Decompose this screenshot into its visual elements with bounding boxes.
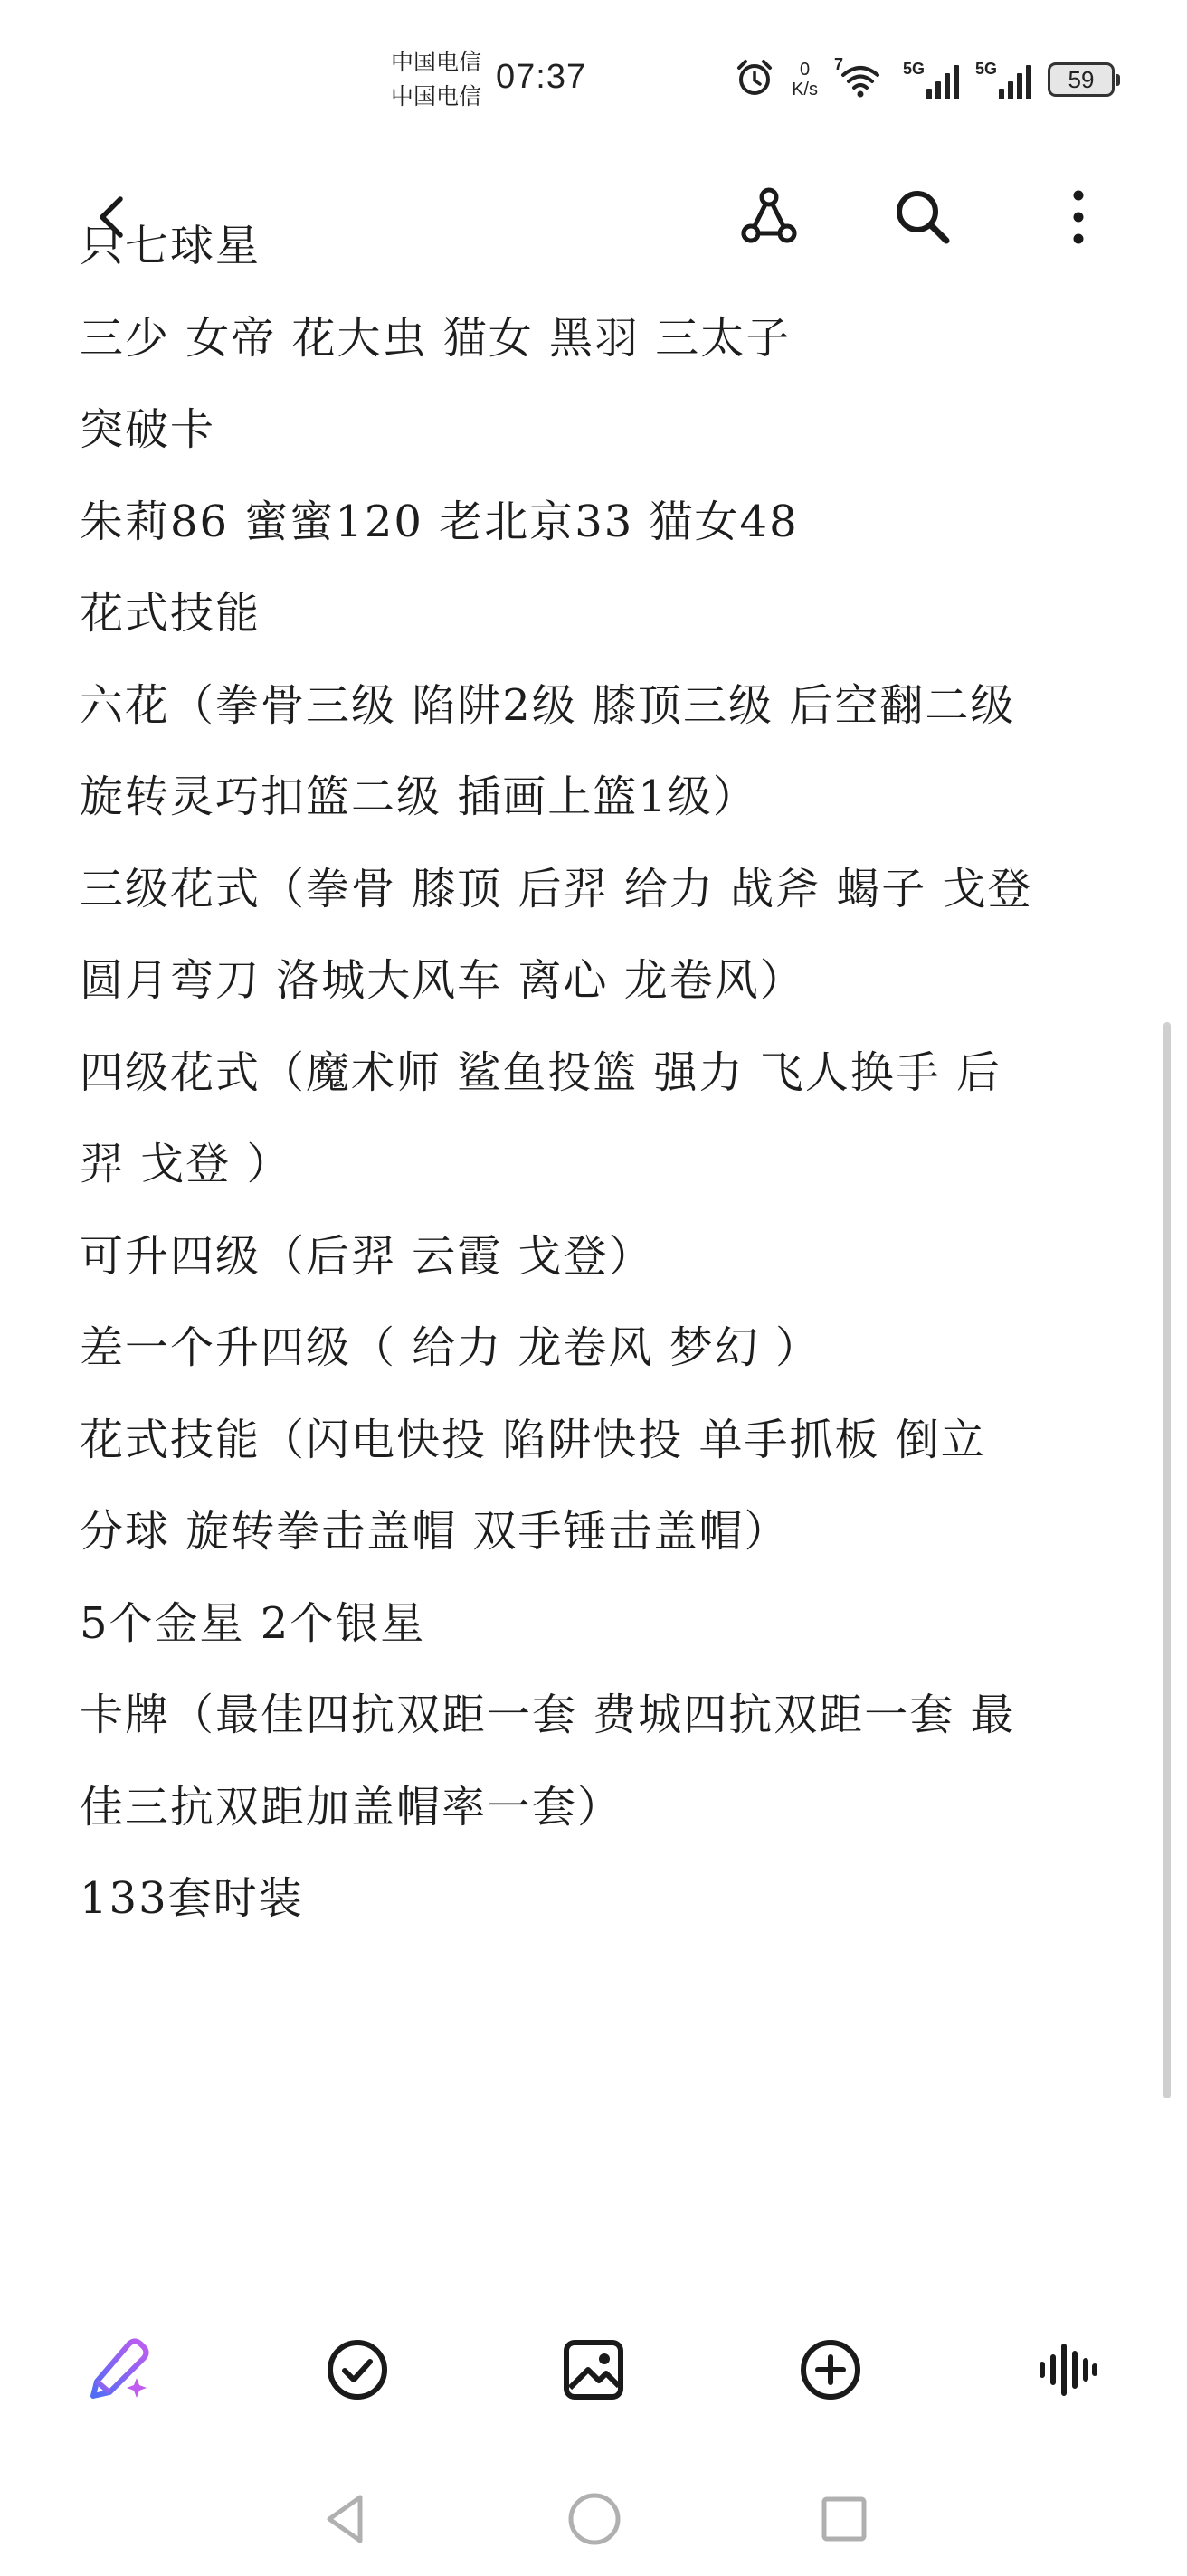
system-navigation-bar: [0, 2469, 1187, 2569]
home-circle-icon: [564, 2488, 625, 2550]
signal-1-label: 5G: [902, 60, 925, 78]
recents-square-icon: [817, 2492, 871, 2546]
ai-pen-icon: [81, 2331, 158, 2409]
wifi-label: 7: [833, 55, 843, 73]
note-line: 羿 戈登 ）: [80, 1139, 292, 1189]
note-line: 分球 旋转拳击盖帽 双手锤击盖帽）: [80, 1506, 790, 1557]
note-line: 133套时装: [80, 1873, 304, 1924]
note-line-partial: 只七球星: [80, 221, 261, 271]
note-line: 佳三抗双距加盖帽率一套）: [80, 1781, 623, 1833]
signal-5g-2: [975, 60, 1031, 99]
alarm-icon: [734, 57, 775, 102]
carrier-names: [391, 45, 481, 114]
nav-back-button[interactable]: [305, 2487, 386, 2551]
note-line: 花式技能: [80, 588, 261, 639]
note-line: 六花（拳骨三级 陷阱2级 膝顶三级 后空翻二级: [80, 679, 1016, 731]
note-line: 旋转灵巧扣篮二级 插画上篮1级）: [80, 772, 758, 822]
checklist-button[interactable]: [312, 2325, 403, 2415]
net-speed-unit: K/s: [792, 80, 818, 99]
status-bar: [0, 0, 1187, 154]
note-line: 突破卡: [80, 404, 216, 455]
bottom-toolbar: [0, 2316, 1187, 2424]
carrier-2: 中国电信: [391, 83, 482, 109]
note-body[interactable]: [80, 221, 1129, 2261]
note-line: 差一个升四级（ 给力 龙卷风 梦幻 ）: [80, 1322, 821, 1373]
signal-2-label: 5G: [974, 60, 997, 78]
checklist-icon: [321, 2334, 394, 2406]
signal-bars-icon: [926, 63, 959, 99]
note-line: 5个金星 2个银星: [80, 1597, 426, 1649]
note-line: 三少 女帝 花大虫 猫女 黑羽 三太子: [80, 312, 792, 364]
ai-writing-button[interactable]: [74, 2325, 165, 2415]
nav-home-button[interactable]: [554, 2487, 635, 2551]
carrier-1: 中国电信: [391, 49, 482, 75]
note-line: 三级花式（拳骨 膝顶 后羿 给力 战斧 蝎子 戈登: [80, 863, 1033, 914]
note-line: 圆月弯刀 洛城大风车 离心 龙卷风）: [80, 955, 805, 1006]
note-line: 花式技能（闪电快投 陷阱快投 单手抓板 倒立: [80, 1414, 986, 1465]
nav-recents-button[interactable]: [803, 2487, 885, 2551]
wifi-icon: [833, 55, 887, 100]
image-icon: [557, 2334, 630, 2406]
add-circle-icon: [794, 2334, 867, 2406]
net-speed-value: 0: [799, 60, 811, 80]
note-line: 可升四级（后羿 云霞 戈登）: [80, 1230, 654, 1282]
voice-icon: [1031, 2334, 1104, 2406]
signal-bars-icon: [999, 63, 1031, 99]
back-triangle-icon: [318, 2490, 373, 2548]
note-text: [80, 221, 1129, 1946]
status-icons: [734, 52, 1115, 107]
clock: 07:37: [496, 58, 587, 96]
note-line: 四级花式（魔术师 鲨鱼投篮 强力 飞人换手 后: [80, 1046, 1002, 1098]
note-line: 朱莉86 蜜蜜120 老北京33 猫女48: [80, 496, 799, 547]
note-line: 卡牌（最佳四抗双距一套 费城四抗双距一套 最: [80, 1690, 1016, 1740]
insert-image-button[interactable]: [548, 2325, 639, 2415]
signal-5g-1: [903, 60, 959, 99]
battery-icon: [1048, 62, 1115, 97]
voice-input-button[interactable]: [1022, 2325, 1113, 2415]
network-speed: [792, 60, 818, 99]
scrollbar[interactable]: [1163, 1022, 1171, 2098]
add-button[interactable]: [785, 2325, 876, 2415]
battery-level: 59: [1068, 65, 1095, 93]
